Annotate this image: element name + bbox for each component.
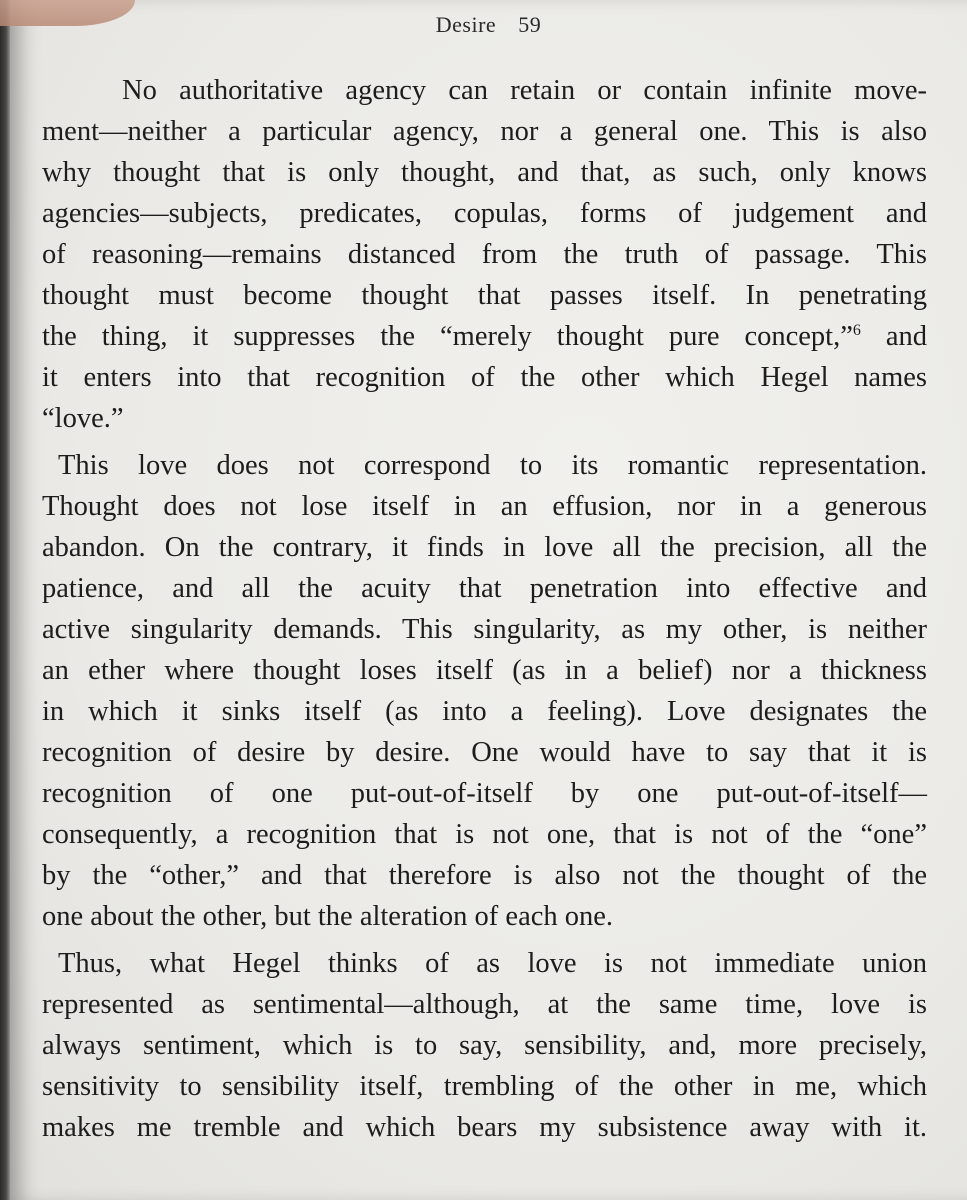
text-line: represented as sentimental—although, at the same time, love is xyxy=(42,989,927,1020)
text-line: abandon. On the contrary, it finds in love all the precision, all the xyxy=(42,532,927,563)
text-line: Thus, what Hegel thinks of as love is not immediate union xyxy=(58,948,927,979)
paragraph-1 xyxy=(42,70,927,439)
text-segment: and xyxy=(860,321,927,352)
text-line: in which it sinks itself (as into a feeling). Love designates the xyxy=(42,696,927,727)
text-line: why thought that is only thought, and that, as such, only knows xyxy=(42,157,927,188)
footnote-marker: 6 xyxy=(852,322,861,339)
text-line: patience, and all the acuity that penetration into effective and xyxy=(42,573,927,604)
text-line-with-footnote xyxy=(42,316,927,357)
text-line: sensitivity to sensibility itself, trembling of the other in me, which xyxy=(42,1071,927,1102)
text-line: ment—neither a particular agency, nor a general one. This is also xyxy=(42,116,927,147)
text-segment: the thing, it suppresses the “merely thought pure concept,” xyxy=(42,321,853,352)
text-line: always sentiment, which is to say, sensibility, and, more precisely, xyxy=(42,1030,927,1061)
text-line: recognition of desire by desire. One would have to say that it is xyxy=(42,737,927,768)
text-line: “love.” xyxy=(42,403,124,434)
text-line: No authoritative agency can retain or contain infinite move- xyxy=(122,75,927,106)
paragraph-2 xyxy=(42,445,927,937)
paragraph-3 xyxy=(42,943,927,1148)
page-number: 59 xyxy=(518,12,542,37)
text-line: active singularity demands. This singularity, as my other, is neither xyxy=(42,614,927,645)
text-line: it enters into that recognition of the other which Hegel names xyxy=(42,362,927,393)
body-text xyxy=(42,70,927,1148)
running-head xyxy=(10,12,967,38)
text-line: of reasoning—remains distanced from the truth of passage. This xyxy=(42,239,927,270)
book-page xyxy=(10,0,967,1200)
text-line: thought must become thought that passes itself. In penetrating xyxy=(42,280,927,311)
text-line: Thought does not lose itself in an effusion, nor in a generous xyxy=(42,491,927,522)
text-line: This love does not correspond to its romantic representation. xyxy=(58,450,927,481)
text-line: makes me tremble and which bears my subsistence away with it. xyxy=(42,1112,927,1143)
text-line: an ether where thought loses itself (as in a belief) nor a thickness xyxy=(42,655,927,686)
text-line: by the “other,” and that therefore is also not the thought of the xyxy=(42,860,927,891)
text-line: consequently, a recognition that is not one, that is not of the “one” xyxy=(42,819,927,850)
text-line: one about the other, but the alteration of each one. xyxy=(42,901,614,932)
chapter-title: Desire xyxy=(435,12,497,37)
text-line: agencies—subjects, predicates, copulas, forms of judgement and xyxy=(42,198,927,229)
text-line: recognition of one put-out-of-itself by one put-out-of-itself— xyxy=(42,778,927,809)
